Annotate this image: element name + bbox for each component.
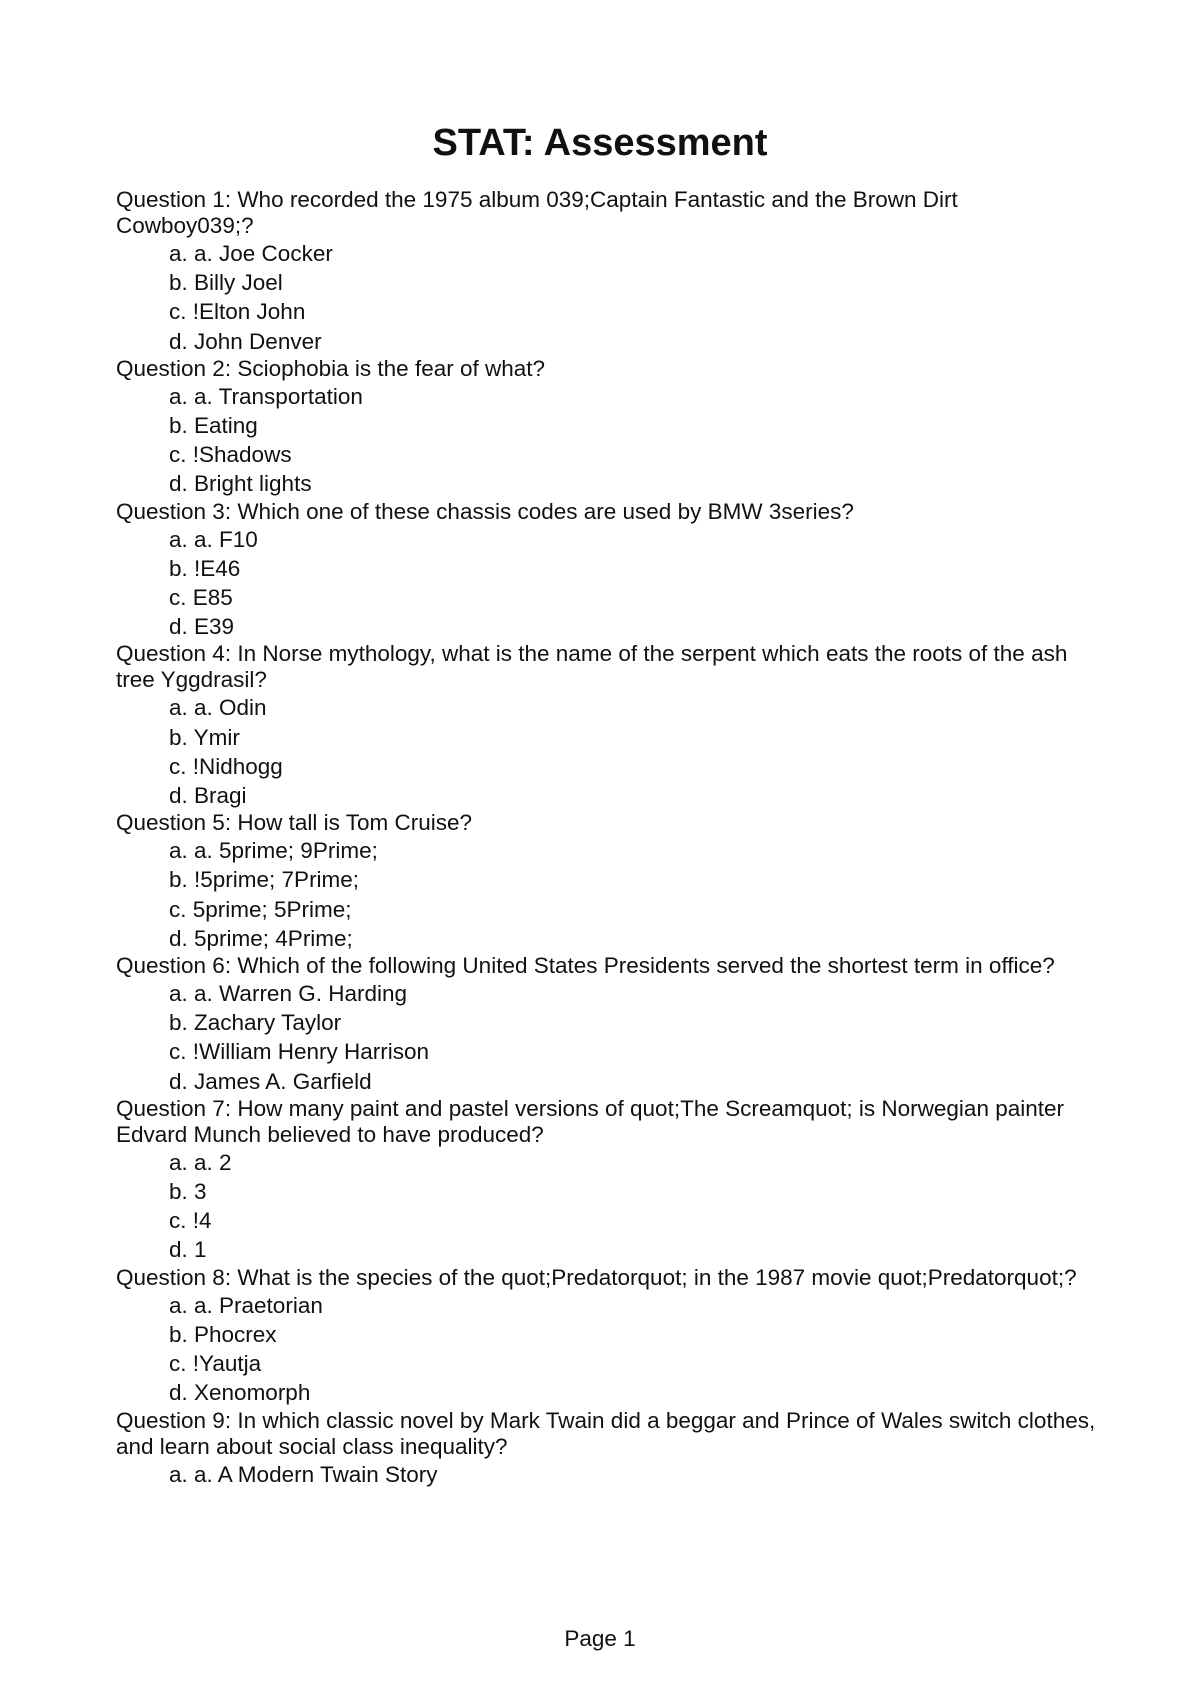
question-text: Question 5: How tall is Tom Cruise? [116,810,472,836]
option-a: a. a. Praetorian [169,1292,323,1318]
option-d: d. John Denver [169,328,322,354]
option-c: c. 5prime; 5Prime; [169,896,352,922]
option-c: c. !Yautja [169,1351,262,1377]
question-4 [116,641,1096,810]
question-list [116,187,1096,1489]
option-b: b. Phocrex [169,1321,277,1347]
option-c: c. !Elton John [169,299,306,325]
option-d: d. Xenomorph [169,1380,311,1406]
option-a: a. a. Odin [169,695,267,721]
option-d: d. 1 [169,1237,207,1263]
option-d: d. Bragi [169,783,247,809]
question-text: Question 4: In Norse mythology, what is the name of the serpent which eats the roots of the ash tree Yggdrasil? [116,641,1068,693]
option-c: c. E85 [169,585,233,611]
question-text: Question 6: Which of the following United States Presidents served the shortest term in office? [116,953,1055,979]
option-list [116,836,1096,953]
option-b: b. Ymir [169,724,240,750]
option-a: a. a. 5prime; 9Prime; [169,838,378,864]
question-3 [116,499,1096,642]
question-5 [116,810,1096,953]
question-6 [116,953,1096,1096]
question-1 [116,187,1096,356]
page-title: STAT: Assessment [432,122,768,164]
option-a: a. a. A Modern Twain Story [169,1461,438,1487]
question-text: Question 1: Who recorded the 1975 album 039;Captain Fantastic and the Brown Dirt Cowboy039;? [116,187,958,238]
option-d: d. Bright lights [169,471,312,497]
question-text: Question 3: Which one of these chassis codes are used by BMW 3series? [116,498,854,524]
option-b: b. 3 [169,1179,207,1205]
option-b: b. Zachary Taylor [169,1010,342,1036]
option-b: b. !5prime; 7Prime; [169,867,360,893]
option-d: d. James A. Garfield [169,1068,372,1094]
question-9 [116,1408,1096,1489]
option-d: d. 5prime; 4Prime; [169,925,353,951]
question-2 [116,356,1096,499]
option-list [116,1291,1096,1408]
page-number: Page 1 [564,1626,636,1651]
option-list [116,1460,1096,1489]
option-b: b. Billy Joel [169,270,283,296]
option-a: a. a. Joe Cocker [169,241,333,266]
question-text: Question 7: How many paint and pastel versions of quot;The Screamquot; is Norwegian painter Edvard Munch believed to have produced? [116,1095,1065,1147]
option-a: a. a. Transportation [169,383,363,409]
option-d: d. E39 [169,614,235,640]
option-list [116,382,1096,499]
question-8 [116,1265,1096,1408]
option-list [116,693,1096,810]
option-b: b. Eating [169,413,258,439]
option-a: a. a. 2 [169,1149,232,1175]
option-list [116,525,1096,642]
option-b: b. !E46 [169,555,241,581]
question-7 [116,1096,1096,1265]
option-list [116,1148,1096,1265]
option-c: c. !Nidhogg [169,753,283,779]
option-a: a. a. F10 [169,526,258,552]
option-c: c. !Shadows [169,442,292,468]
question-text: Question 2: Sciophobia is the fear of what? [116,355,546,381]
question-text: Question 8: What is the species of the quot;Predatorquot; in the 1987 movie quot;Predatorquot;? [116,1264,1077,1290]
option-list [116,979,1096,1096]
option-c: c. !4 [169,1208,212,1234]
question-text: Question 9: In which classic novel by Mark Twain did a beggar and Prince of Wales switch clothes, and learn about social class inequality? [116,1407,1096,1459]
option-c: c. !William Henry Harrison [169,1039,430,1065]
option-list [116,239,1096,356]
option-a: a. a. Warren G. Harding [169,981,408,1007]
